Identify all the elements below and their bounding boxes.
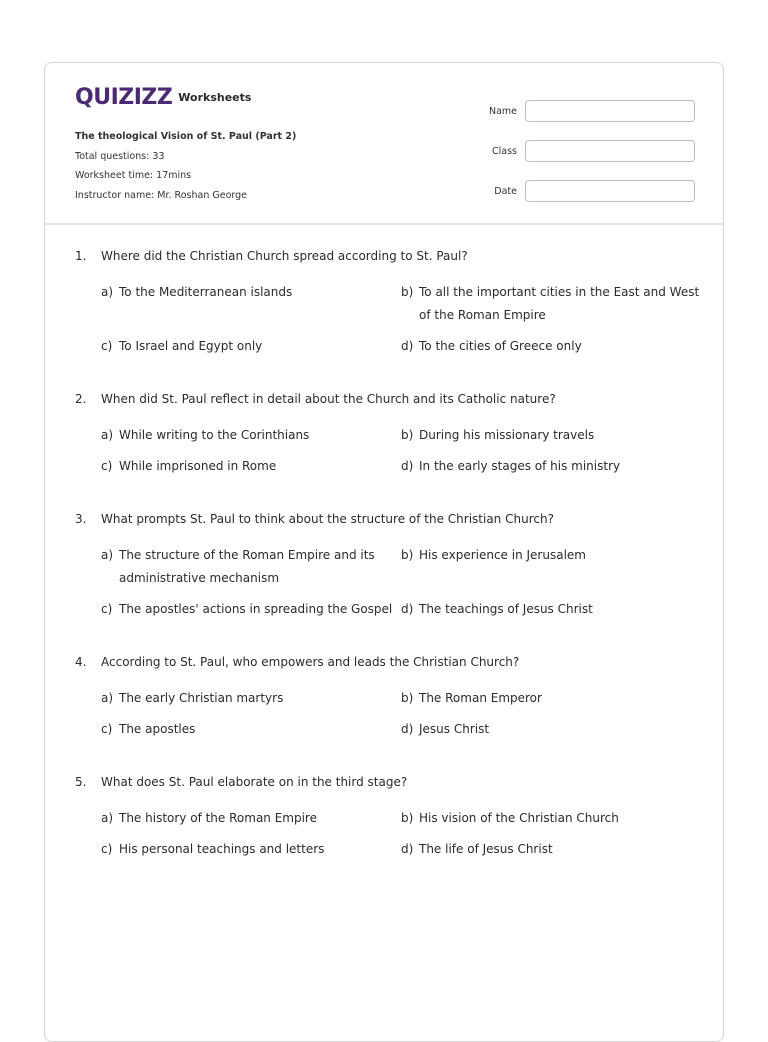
question-text: According to St. Paul, who empowers and leads the Christian Church? xyxy=(101,655,520,669)
student-fields xyxy=(465,91,695,211)
question-number: 3. xyxy=(75,512,87,526)
option-a[interactable]: a) To the Mediterranean islands xyxy=(101,285,293,299)
date-row xyxy=(465,171,695,211)
option-b[interactable]: b) The Roman Emperor xyxy=(401,691,542,705)
class-label: Class xyxy=(492,145,517,157)
question-4 xyxy=(75,651,695,741)
question-number: 2. xyxy=(75,392,87,406)
brand xyxy=(75,85,251,110)
worksheet-title: The theological Vision of St. Paul (Part 2) xyxy=(75,131,297,142)
option-c[interactable]: c) The apostles' actions in spreading the Gospel xyxy=(101,602,393,616)
name-label: Name xyxy=(488,105,517,117)
option-b[interactable]: b) During his missionary travels xyxy=(401,428,595,442)
option-a[interactable]: a) The early Christian martyrs xyxy=(101,691,284,705)
question-list xyxy=(75,245,700,891)
option-c[interactable]: c) To Israel and Egypt only xyxy=(101,339,263,353)
question-3 xyxy=(75,508,695,621)
option-d[interactable]: d) In the early stages of his ministry xyxy=(401,459,621,473)
question-text: What does St. Paul elaborate on in the third stage? xyxy=(101,775,408,789)
name-field[interactable] xyxy=(525,100,695,122)
options xyxy=(101,544,695,621)
worksheet-time: Worksheet time: 17mins xyxy=(75,170,192,181)
date-field[interactable] xyxy=(525,180,695,202)
product-name: Worksheets xyxy=(178,91,252,104)
option-a[interactable]: a) The history of the Roman Empire xyxy=(101,811,317,825)
worksheet-header xyxy=(45,63,723,225)
question-number: 4. xyxy=(75,655,87,669)
option-c[interactable]: c) His personal teachings and letters xyxy=(101,842,325,856)
worksheet-card xyxy=(44,62,724,1042)
option-b[interactable]: b) His vision of the Christian Church xyxy=(401,811,619,825)
option-d[interactable]: d) The teachings of Jesus Christ xyxy=(401,602,593,616)
option-a[interactable]: a) The structure of the Roman Empire and its administrative mechanism xyxy=(101,548,375,585)
option-d[interactable]: d) Jesus Christ xyxy=(401,722,490,736)
option-b[interactable]: b) To all the important cities in the East and West of the Roman Empire xyxy=(401,285,700,322)
instructor-name: Instructor name: Mr. Roshan George xyxy=(75,189,247,201)
class-field[interactable] xyxy=(525,140,695,162)
name-row xyxy=(465,91,695,131)
date-label: Date xyxy=(494,185,517,197)
question-number: 5. xyxy=(75,775,87,789)
option-c[interactable]: c) The apostles xyxy=(101,722,196,736)
question-text: What prompts St. Paul to think about the structure of the Christian Church? xyxy=(101,512,554,526)
question-1 xyxy=(75,245,700,358)
options xyxy=(101,424,695,478)
option-c[interactable]: c) While imprisoned in Rome xyxy=(101,459,277,473)
option-a[interactable]: a) While writing to the Corinthians xyxy=(101,428,310,442)
question-text: Where did the Christian Church spread according to St. Paul? xyxy=(101,249,468,263)
question-5 xyxy=(75,771,695,861)
option-d[interactable]: d) The life of Jesus Christ xyxy=(401,842,553,856)
option-d[interactable]: d) To the cities of Greece only xyxy=(401,339,582,353)
class-row xyxy=(465,131,695,171)
options xyxy=(101,281,700,358)
options xyxy=(101,807,695,861)
quizizz-logo: QUIZIZZ xyxy=(75,85,173,110)
question-text: When did St. Paul reflect in detail about the Church and its Catholic nature? xyxy=(101,392,556,406)
question-number: 1. xyxy=(75,249,87,263)
option-b[interactable]: b) His experience in Jerusalem xyxy=(401,548,586,562)
question-2 xyxy=(75,388,695,478)
worksheet-meta xyxy=(75,127,296,205)
options xyxy=(101,687,695,741)
total-questions: Total questions: 33 xyxy=(75,150,165,162)
